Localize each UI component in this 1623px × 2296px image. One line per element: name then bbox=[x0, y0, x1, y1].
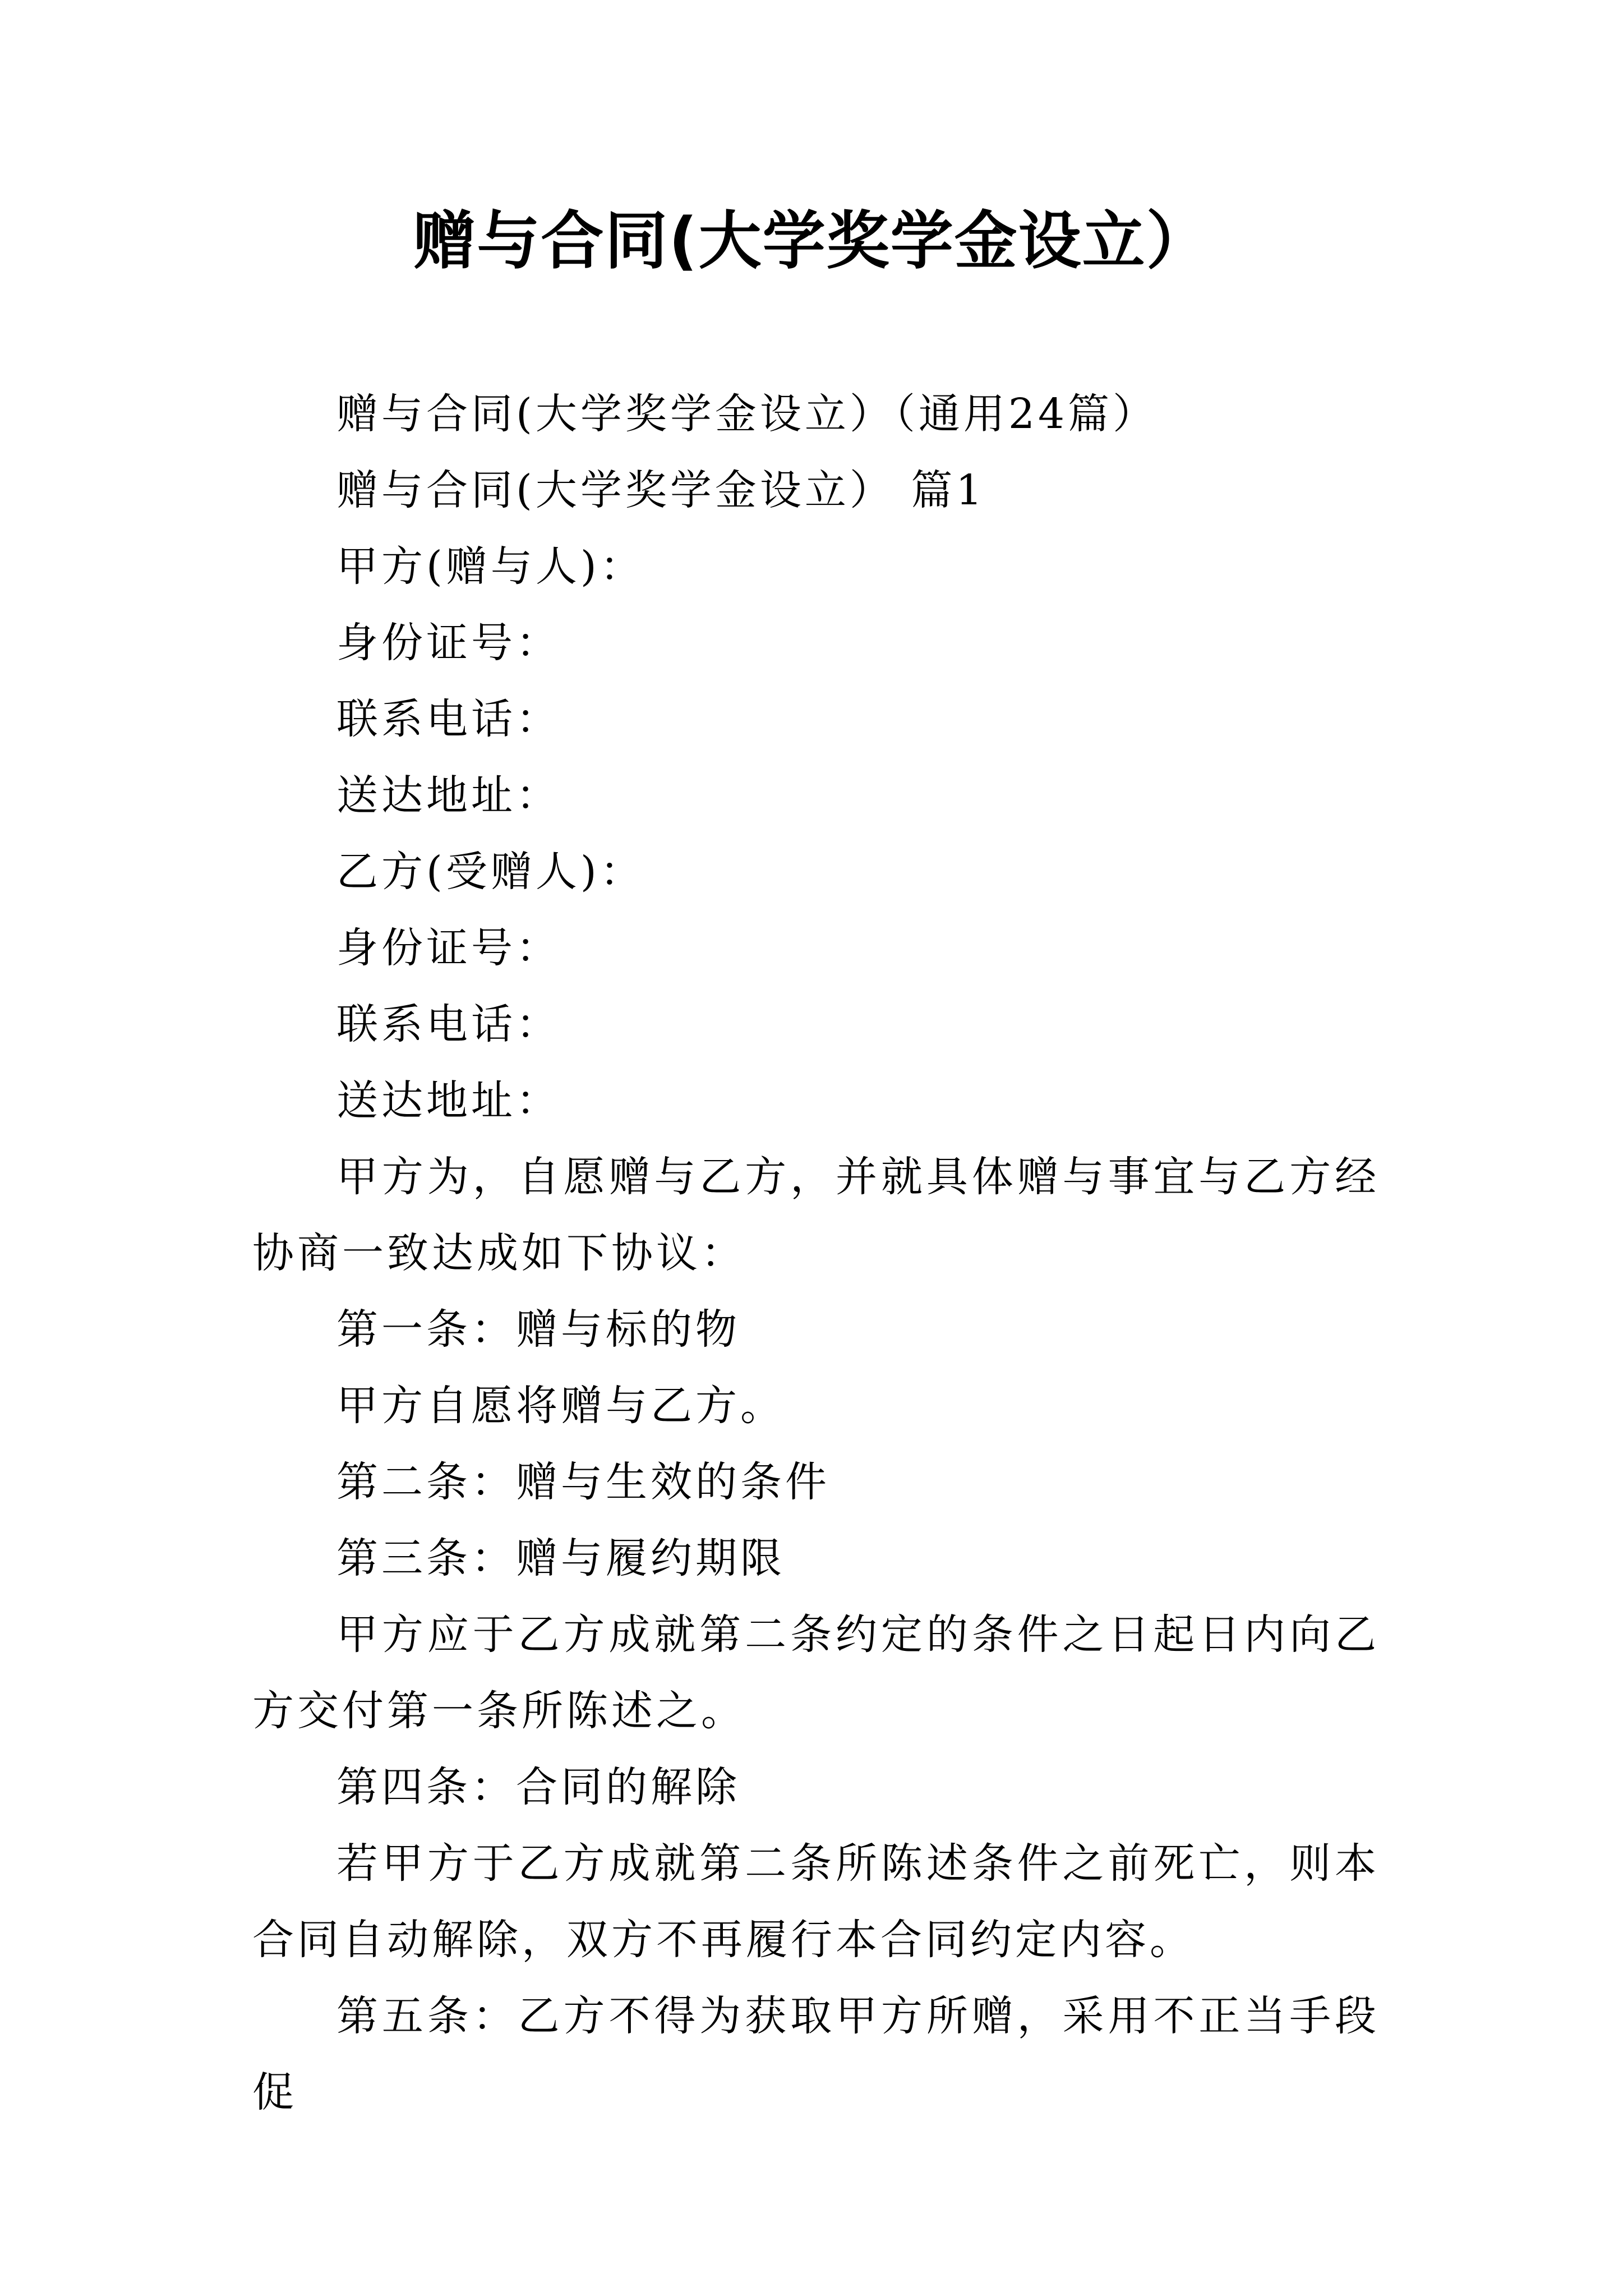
document-title: 赠与合同(大学奖学金设立） bbox=[413, 205, 1210, 278]
paragraph: 甲方为，自愿赠与乙方，并就具体赠与事宜与乙方经协商一致达成如下协议： bbox=[252, 1153, 1380, 1277]
paragraph: 身份证号： bbox=[336, 619, 561, 667]
paragraph: 第二条：赠与生效的条件 bbox=[336, 1458, 830, 1506]
paragraph: 若甲方于乙方成就第二条所陈述条件之前死亡，则本合同自动解除，双方不再履行本合同约定内容。 bbox=[252, 1839, 1380, 1964]
paragraph: 身份证号： bbox=[336, 924, 561, 972]
paragraph: 甲方应于乙方成就第二条约定的条件之日起日内向乙方交付第一条所陈述之。 bbox=[252, 1611, 1380, 1735]
paragraph: 第四条：合同的解除 bbox=[336, 1763, 740, 1811]
paragraph: 第一条：赠与标的物 bbox=[336, 1305, 740, 1354]
paragraph: 甲方(赠与人)： bbox=[336, 542, 645, 591]
paragraph: 第三条：赠与履约期限 bbox=[336, 1534, 785, 1582]
paragraph: 送达地址： bbox=[336, 771, 561, 820]
paragraph: 赠与合同(大学奖学金设立） 篇1 bbox=[336, 466, 986, 514]
paragraph: 乙方(受赠人)： bbox=[336, 848, 645, 896]
paragraph: 甲方自愿将赠与乙方。 bbox=[336, 1382, 785, 1430]
paragraph: 联系电话： bbox=[336, 695, 561, 743]
paragraph: 联系电话： bbox=[336, 1000, 561, 1048]
paragraph: 赠与合同(大学奖学金设立）（通用24篇） bbox=[336, 390, 1158, 438]
paragraph: 第五条：乙方不得为获取甲方所赠，采用不正当手段促 bbox=[252, 1992, 1380, 2116]
document-body bbox=[252, 376, 1380, 2131]
paragraph: 送达地址： bbox=[336, 1076, 561, 1125]
